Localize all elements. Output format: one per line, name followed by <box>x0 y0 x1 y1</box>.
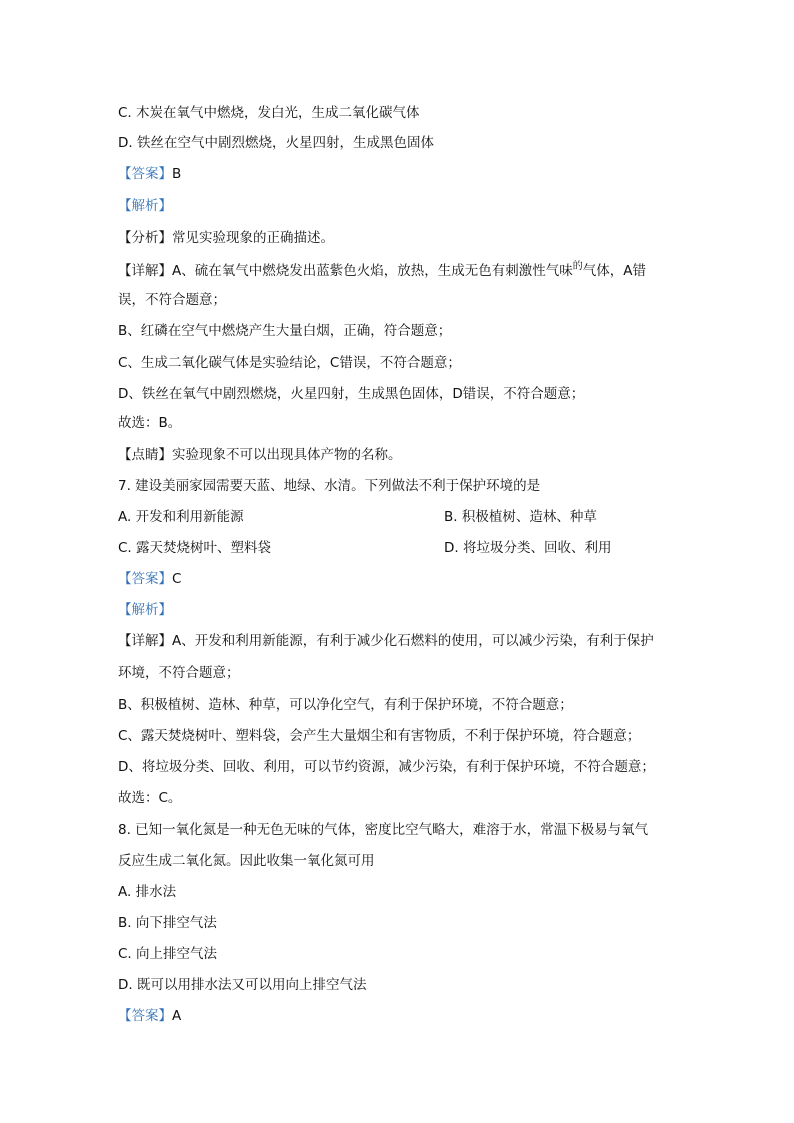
q8-stem: 8. 已知一氧化氮是一种无色无味的气体，密度比空气略大，难溶于水，常温下极易与氧气 <box>118 822 649 838</box>
q7-analysis-tag: 【解析】 <box>118 602 172 618</box>
answer-tag: 【答案】 <box>118 1008 172 1024</box>
answer-tag: 【答案】 <box>118 571 172 587</box>
q7-detail-a-cont: 环境，不符合题意； <box>118 665 240 681</box>
q8-stem-cont: 反应生成二氧化氮。因此收集一氧化氮可用 <box>118 853 375 869</box>
q8-option-a: A. 排水法 <box>118 884 177 900</box>
q7-option-c: C. 露天焚烧树叶、塑料袋 <box>118 540 272 556</box>
q7-stem: 7. 建设美丽家园需要天蓝、地绿、水清。下列做法不利于保护环境的是 <box>118 478 541 494</box>
q6-detail-a <box>118 262 646 282</box>
q8-option-c: C. 向上排空气法 <box>118 946 218 962</box>
q6-detail-a-cont: 误，不符合题意； <box>118 292 226 308</box>
q6-detail-d: D、铁丝在氧气中剧烈燃烧，火星四射，生成黑色固体，D错误，不符合题意； <box>118 386 585 402</box>
detail-sup: 的 <box>572 261 583 272</box>
q8-option-d: D. 既可以用排水法又可以用向上排空气法 <box>118 977 367 993</box>
q8-answer <box>118 1007 181 1025</box>
q6-choice: 故选：B。 <box>118 415 182 431</box>
q6-detail-b: B、红磷在空气中燃烧产生大量白烟，正确，符合题意； <box>118 323 452 339</box>
answer-tag: 【答案】 <box>118 166 172 182</box>
answer-value: C <box>172 571 182 587</box>
q7-option-d: D. 将垃圾分类、回收、利用 <box>444 540 612 556</box>
q8-option-b: B. 向下排空气法 <box>118 915 217 931</box>
q6-analysis-tag: 【解析】 <box>118 198 172 214</box>
q7-option-a: A. 开发和利用新能源 <box>118 509 244 525</box>
answer-value: A <box>172 1008 182 1024</box>
detail-text: 【详解】A、硫在氧气中燃烧发出蓝紫色火焰，放热，生成无色有刺激性气味 <box>118 263 573 279</box>
detail-text: 气体，A错 <box>582 263 646 279</box>
q6-option-c: C. 木炭在氧气中燃烧，发白光，生成二氧化碳气体 <box>118 105 420 121</box>
q6-fenxi: 【分析】常见实验现象的正确描述。 <box>118 230 334 246</box>
q6-answer <box>118 165 181 183</box>
q7-detail-a: 【详解】A、开发和利用新能源，有利于减少化石燃料的使用，可以减少污染，有利于保护 <box>118 633 654 649</box>
q7-detail-c: C、露天焚烧树叶、塑料袋，会产生大量烟尘和有害物质，不利于保护环境，符合题意； <box>118 728 641 744</box>
q6-detail-c: C、生成二氧化碳气体是实验结论，C错误，不符合题意； <box>118 355 461 371</box>
answer-value: B <box>172 166 182 182</box>
q7-answer <box>118 570 181 588</box>
q7-detail-d: D、将垃圾分类、回收、利用，可以节约资源，减少污染，有利于保护环境，不符合题意； <box>118 759 655 775</box>
q7-choice: 故选：C。 <box>118 790 182 806</box>
q6-option-d: D. 铁丝在空气中剧烈燃烧，火星四射，生成黑色固体 <box>118 135 434 151</box>
q7-detail-b: B、积极植树、造林、种草，可以净化空气，有利于保护环境，不符合题意； <box>118 697 573 713</box>
q6-dianjing: 【点睛】实验现象不可以出现具体产物的名称。 <box>118 447 402 463</box>
q7-option-b: B. 积极植树、造林、种草 <box>444 509 597 525</box>
